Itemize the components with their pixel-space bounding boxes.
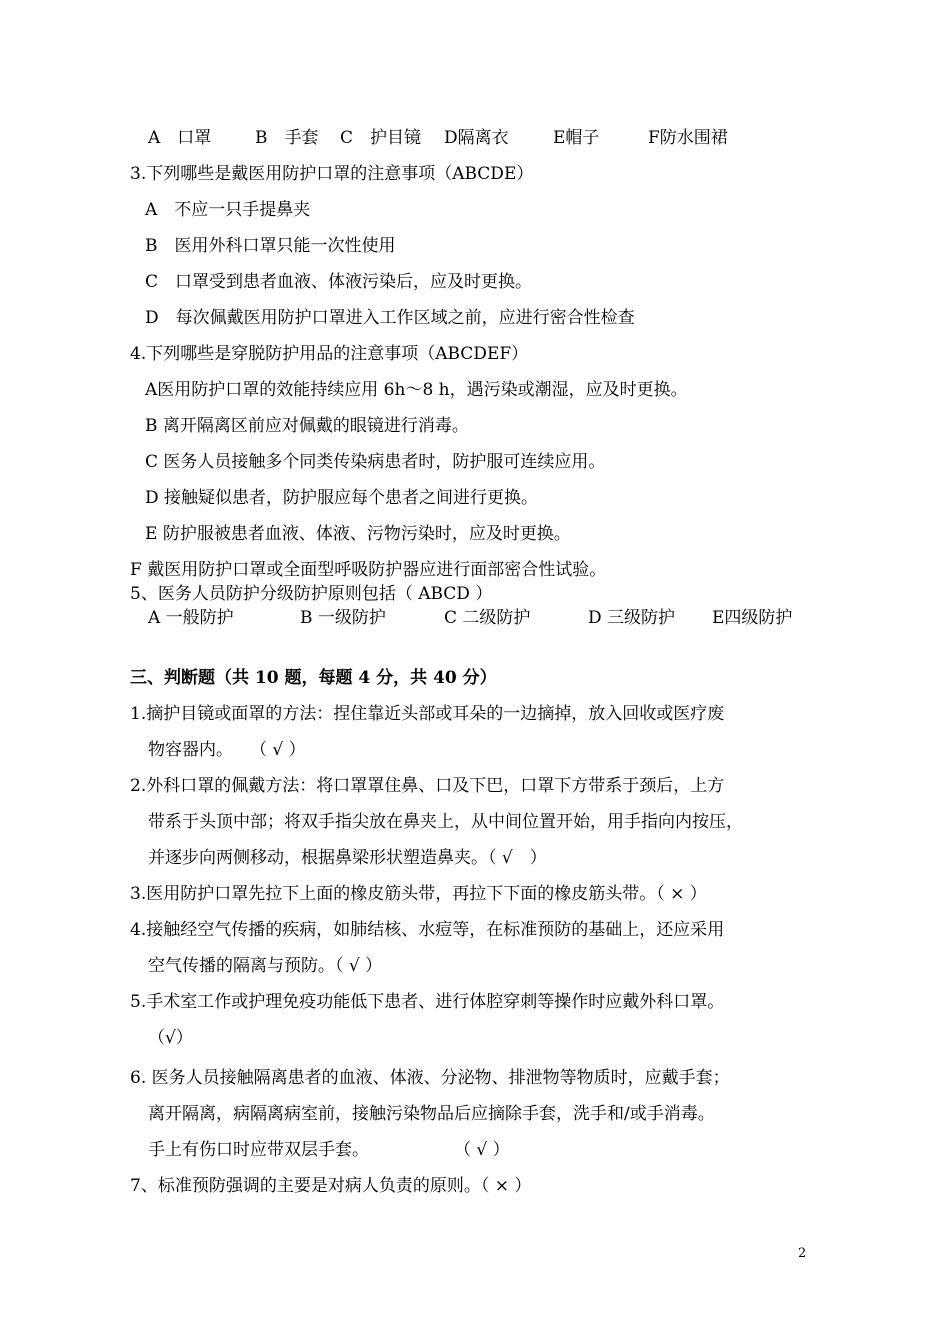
tf-item-6-line-1: 6. 医务人员接触隔离患者的血液、体液、分泌物、排泄物等物质时，应戴手套；	[130, 1068, 730, 1088]
tf-item-2-line-3: 并逐步向两侧移动，根据鼻梁形状塑造鼻夹。（ √ ）	[148, 848, 547, 868]
q5-option-b: B 一级防护	[300, 608, 386, 628]
tf-item-1-line-1: 1.摘护目镜或面罩的方法：捏住靠近头部或耳朵的一边摘掉，放入回收或医疗废	[130, 704, 725, 724]
q4-option-f: F 戴医用防护口罩或全面型呼吸防护器应进行面部密合性试验。	[130, 560, 607, 580]
q5-option-d: D 三级防护	[588, 608, 676, 628]
q3-option-a: A 不应一只手提鼻夹	[145, 200, 311, 220]
q3-option-c: C 口罩受到患者血液、体液污染后，应及时更换。	[145, 272, 533, 292]
page-number: 2	[798, 1246, 807, 1261]
tf-item-6-line-2: 离开隔离，病隔离病室前，接触污染物品后应摘除手套，洗手和/或手消毒。	[148, 1104, 715, 1124]
tf-item-4-line-1: 4.接触经空气传播的疾病，如肺结核、水痘等，在标准预防的基础上，还应采用	[130, 920, 725, 940]
q4-option-a: A医用防护口罩的效能持续应用 6h～8 h，遇污染或潮湿，应及时更换。	[145, 380, 688, 400]
q2-option-b: B 手套	[255, 128, 319, 148]
q5-stem: 5、医务人员防护分级防护原则包括（ ABCD ）	[130, 584, 493, 604]
q2-option-e: E帽子	[553, 128, 600, 148]
tf-item-5-line-1: 5.手术室工作或护理免疫功能低下患者、进行体腔穿刺等操作时应戴外科口罩。	[130, 992, 725, 1012]
q2-option-f: F防水围裙	[648, 128, 728, 148]
q3-option-d: D 每次佩戴医用防护口罩进入工作区域之前，应进行密合性检查	[145, 308, 635, 328]
tf-item-2-line-1: 2.外科口罩的佩戴方法：将口罩罩住鼻、口及下巴，口罩下方带系于颈后，上方	[130, 776, 725, 796]
q4-option-b: B 离开隔离区前应对佩戴的眼镜进行消毒。	[145, 416, 469, 436]
q5-option-e: E四级防护	[712, 608, 793, 628]
tf-item-4-line-2: 空气传播的隔离与预防。（ √ ）	[148, 956, 383, 976]
tf-item-2-line-2: 带系于头顶中部；将双手指尖放在鼻夹上，从中间位置开始，用手指向内按压，	[148, 812, 743, 832]
tf-item-7-line-1: 7、标准预防强调的主要是对病人负责的原则。（ × ）	[130, 1176, 532, 1196]
q2-option-a: A 口罩	[148, 128, 212, 148]
q5-option-c: C 二级防护	[444, 608, 531, 628]
q5-option-a: A 一般防护	[148, 608, 234, 628]
tf-item-5-line-2: （√）	[148, 1028, 193, 1048]
q3-option-b: B 医用外科口罩只能一次性使用	[145, 236, 396, 256]
tf-item-6-line-3: 手上有伤口时应带双层手套。 （ √ ）	[148, 1140, 510, 1160]
q4-option-d: D 接触疑似患者，防护服应每个患者之间进行更换。	[145, 488, 539, 508]
q2-option-c: C 护目镜	[340, 128, 422, 148]
q3-stem: 3.下列哪些是戴医用防护口罩的注意事项（ABCDE）	[130, 164, 534, 184]
q4-option-c: C 医务人员接触多个同类传染病患者时，防护服可连续应用。	[145, 452, 606, 472]
tf-item-1-line-2: 物容器内。 （ √ ）	[148, 740, 306, 760]
q4-option-e: E 防护服被患者血液、体液、污物污染时，应及时更换。	[145, 524, 571, 544]
q2-option-d: D隔离衣	[444, 128, 509, 148]
q4-stem: 4.下列哪些是穿脱防护用品的注意事项（ABCDEF）	[130, 344, 529, 364]
section-heading: 三、判断题（共 10 题，每题 4 分，共 40 分）	[130, 668, 497, 688]
tf-item-3-line-1: 3.医用防护口罩先拉下上面的橡皮筋头带，再拉下下面的橡皮筋头带。（ × ）	[130, 884, 707, 904]
